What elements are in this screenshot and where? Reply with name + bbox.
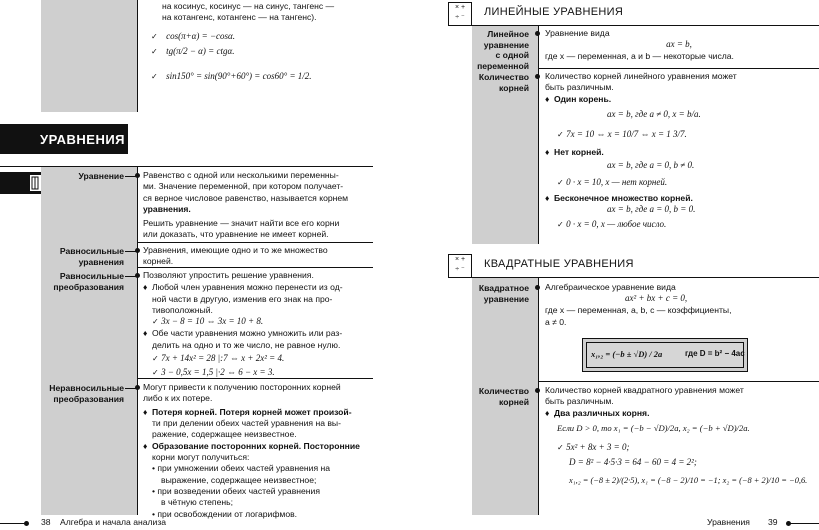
- text-line: ти при делении обеих частей уравнения на вы-: [152, 418, 341, 429]
- top-example-3-text: sin150° = sin(90°+60°) = cos60° = 1/2.: [166, 71, 312, 81]
- formula: ax = b,: [666, 39, 692, 50]
- quadratic-roots-text: [545, 385, 817, 486]
- check-icon: ✓: [151, 72, 158, 81]
- label-line: Неравносильные: [49, 383, 124, 393]
- top-line-2: на котангенс, котангенс — на тангенс).: [162, 12, 317, 23]
- bullet-dot: [135, 385, 140, 390]
- example-text: 0 · x = 10, x — нет корней.: [566, 177, 668, 187]
- left-top-rule: [137, 0, 138, 112]
- text-line: делить на одно и то же число, не равное нулю.: [152, 339, 341, 350]
- quadratic-formula-box: [582, 338, 748, 372]
- row-divider: [538, 68, 819, 69]
- list-item: ♦ Любой член уравнения можно перенести из од-: [143, 282, 343, 293]
- list-item: ♦ Один корень.: [545, 93, 612, 104]
- left-top-cont: [162, 1, 377, 24]
- label-line: Квадратное: [478, 283, 529, 293]
- label-quadratic-equation: [474, 283, 529, 304]
- left-column-rule: [137, 167, 138, 515]
- book-icon: [0, 172, 42, 194]
- text-line: корней.: [143, 256, 174, 267]
- text-line: ражение, содержащее неизвестное.: [152, 429, 297, 440]
- solve-definition: [143, 218, 373, 241]
- label-linear-equation: [474, 29, 529, 72]
- page-number-right: 39: [768, 517, 778, 527]
- linear-roots-text: [545, 71, 815, 231]
- label-line: корней: [499, 82, 529, 93]
- example-text: x₁,₂ = (−8 ± 2)/(2·5), x₁ = (−8 − 2)/10 = −1; x₂ = (−8 + 2)/10 = −0,6.: [569, 476, 808, 486]
- top-example-2: [151, 46, 234, 58]
- label-roots-count-linear: [474, 72, 529, 93]
- example-text: 3x − 8 = 10 ⇔ 3x = 10 + 8.: [161, 316, 264, 327]
- bullet-dot: [135, 273, 140, 278]
- example-text: 7x = 10 ⇔ x = 10/7 ⇔ x = 1 3/7.: [566, 128, 687, 139]
- example-text: 7x + 14x² = 28 |:7 ⇔ x + 2x² = 4.: [161, 352, 285, 363]
- section-quadratic-title: КВАДРАТНЫЕ УРАВНЕНИЯ: [484, 258, 634, 270]
- left-footer: [0, 517, 400, 529]
- section-title-band: [0, 124, 128, 154]
- bullet-dot: [135, 248, 140, 253]
- label-line: с одной: [495, 50, 529, 61]
- top-example-3: [151, 71, 312, 83]
- example-text: 3 − 0,5x = 1,5 |·2 ⇔ 6 − x = 3.: [161, 366, 275, 377]
- text-line: Уравнения, имеющие одно и то же множество: [143, 245, 328, 255]
- formula-discriminant: где D = b² − 4ac: [685, 349, 745, 358]
- label-line: Количество: [478, 72, 529, 82]
- label-line: уравнение: [483, 293, 529, 304]
- check-icon: ✓: [152, 317, 159, 327]
- label-equation: Уравнение: [78, 171, 124, 181]
- check-icon: ✓: [557, 443, 564, 453]
- page-number-left: 38: [41, 517, 51, 527]
- label-line: уравнения: [78, 256, 124, 267]
- label-equivalent-equations: [44, 246, 124, 267]
- formula: ax = b, где a = 0, b = 0.: [607, 204, 696, 215]
- text-line: Количество корней линейного уравнения может: [545, 71, 737, 81]
- equivalent-equations-text: [143, 245, 373, 268]
- label-equivalent-transforms: [44, 271, 124, 292]
- def-line: ми. Значение переменной, при котором получает-: [143, 181, 344, 192]
- equivalent-transforms-text: [143, 270, 375, 379]
- sub-item: • при умножении обеих частей уравнения на: [152, 463, 331, 474]
- example-text: 5x² + 8x + 3 = 0;: [566, 442, 630, 453]
- top-example-1-text: cos(π+α) = −cosα.: [166, 31, 236, 41]
- right-column-rule-1: [538, 26, 539, 244]
- example-text: D = 8² − 4·5·3 = 64 − 60 = 4 = 2²;: [569, 457, 697, 468]
- diamond-bullet-icon: ♦: [545, 407, 550, 418]
- list-item: ♦ Бесконечное множество корней.: [545, 192, 693, 203]
- nonequivalent-transforms-text: [143, 382, 375, 520]
- text-line: Количество корней квадратного уравнения может: [545, 385, 744, 395]
- equation-definition: [143, 170, 373, 215]
- footer-title-right: Уравнения: [707, 517, 750, 527]
- label-line: преобразования: [53, 281, 124, 292]
- check-icon: ✓: [557, 220, 564, 230]
- label-nonequivalent-transforms: [44, 383, 124, 404]
- bullet-dot: [535, 31, 540, 36]
- example-text: 0 · x = 0, x — любое число.: [566, 219, 667, 230]
- diamond-bullet-icon: ♦: [143, 406, 148, 417]
- text-line: в чётную степень;: [161, 497, 233, 508]
- right-column-rule-2: [538, 278, 539, 515]
- bullet-dot: [135, 173, 140, 178]
- row-divider: [137, 242, 373, 243]
- list-item: ♦ Обе части уравнения можно умножить или раз-: [143, 328, 343, 339]
- diamond-bullet-icon: ♦: [545, 93, 550, 104]
- row-divider: [137, 267, 373, 268]
- text-line: корни могут получиться:: [152, 452, 250, 463]
- bullet-dot: [535, 388, 540, 393]
- formula: Если D > 0, то x₁ = (−b − √D)/2a, x₂ = (−b + √D)/2a.: [557, 423, 750, 434]
- calc-icon: × + ÷ ⁻: [448, 2, 472, 26]
- linear-definition: [545, 28, 813, 63]
- formula: ax = b, где a ≠ 0, x = b/a.: [607, 109, 701, 120]
- def-line: Равенство с одной или несколькими переменны-: [143, 170, 339, 180]
- top-example-2-text: tg(π/2 − α) = ctgα.: [166, 46, 235, 56]
- left-label-column: [41, 167, 137, 515]
- diamond-bullet-icon: ♦: [143, 328, 148, 339]
- bullet-dot: [535, 285, 540, 290]
- text-line: быть различным.: [545, 396, 614, 407]
- list-item: ♦ Два различных корня.: [545, 407, 650, 418]
- text-line: выражение, содержащее неизвестное;: [161, 474, 317, 485]
- text-line: быть различным.: [545, 82, 614, 93]
- text-line: Позволяют упростить решение уравнения.: [143, 270, 314, 280]
- check-icon: ✓: [557, 129, 564, 139]
- list-item: ♦ Образование посторонних корней. Посторонние: [143, 440, 360, 451]
- label-line: Линейное: [487, 29, 529, 39]
- text-line: a ≠ 0.: [545, 316, 567, 327]
- calc-icon: × + ÷ ⁻: [448, 254, 472, 278]
- label-line: преобразования: [53, 393, 124, 404]
- row-divider: [538, 381, 819, 382]
- text-line: ной части в другую, изменив его знак на про-: [152, 293, 333, 304]
- top-example-1: [151, 31, 235, 43]
- label-line: переменной: [477, 61, 529, 72]
- text-line: Могут привести к получению посторонних корней: [143, 382, 341, 392]
- row-divider: [137, 378, 373, 379]
- check-icon: ✓: [152, 367, 159, 377]
- label-roots-count-quadratic: [474, 386, 529, 407]
- section-linear-title: ЛИНЕЙНЫЕ УРАВНЕНИЯ: [484, 6, 624, 18]
- diamond-bullet-icon: ♦: [545, 192, 550, 203]
- text-line: Алгебраическое уравнение вида: [545, 282, 676, 292]
- formula: ax² + bx + c = 0,: [625, 293, 688, 304]
- section-title: УРАВНЕНИЯ: [40, 132, 126, 147]
- text-line: где x — переменная, a, b, c — коэффициенты,: [545, 305, 732, 316]
- text-line: либо к их потере.: [143, 393, 213, 404]
- label-line: корней: [499, 396, 529, 407]
- list-item: ♦ Потеря корней. Потеря корней может произой-: [143, 406, 352, 417]
- list-item: ♦ Нет корней.: [545, 146, 604, 157]
- text-line: Уравнение вида: [545, 28, 610, 38]
- sub-item: • при возведении обеих частей уравнения: [152, 486, 320, 497]
- text-line: тивоположный.: [152, 305, 213, 316]
- label-line: Равносильные: [59, 271, 124, 281]
- formula: ax = b, где a = 0, b ≠ 0.: [607, 160, 695, 171]
- left-top-gray-column: [41, 0, 137, 112]
- check-icon: ✓: [151, 47, 158, 56]
- top-line-1: на косинус, косинус — на синус, тангенс —: [162, 1, 335, 11]
- check-icon: ✓: [152, 353, 159, 363]
- def-line: уравнения.: [143, 204, 191, 215]
- bullet-dot: [535, 74, 540, 79]
- diamond-bullet-icon: ♦: [143, 440, 148, 451]
- def-line: Решить уравнение — значит найти все его корни: [143, 218, 340, 228]
- label-line: уравнение: [483, 39, 529, 50]
- right-footer: [600, 517, 819, 529]
- formula-roots: x₁,₂ = (−b ± √D) / 2a: [591, 349, 663, 359]
- diamond-bullet-icon: ♦: [545, 146, 550, 157]
- label-line: Равносильные: [59, 246, 124, 256]
- check-icon: ✓: [557, 178, 564, 187]
- def-line: ся верное числовое равенство, называется корнем: [143, 192, 349, 203]
- check-icon: ✓: [151, 32, 158, 41]
- quadratic-definition: [545, 282, 815, 328]
- sub-item: • при освобождении от логарифмов.: [152, 508, 298, 519]
- footer-title-left: Алгебра и начала анализа: [60, 517, 167, 527]
- def-line: или доказать, что уравнение не имеет корней.: [143, 229, 329, 240]
- text-line: где x — переменная, a и b — некоторые числа.: [545, 51, 734, 62]
- label-line: Количество: [478, 386, 529, 396]
- diamond-bullet-icon: ♦: [143, 282, 148, 293]
